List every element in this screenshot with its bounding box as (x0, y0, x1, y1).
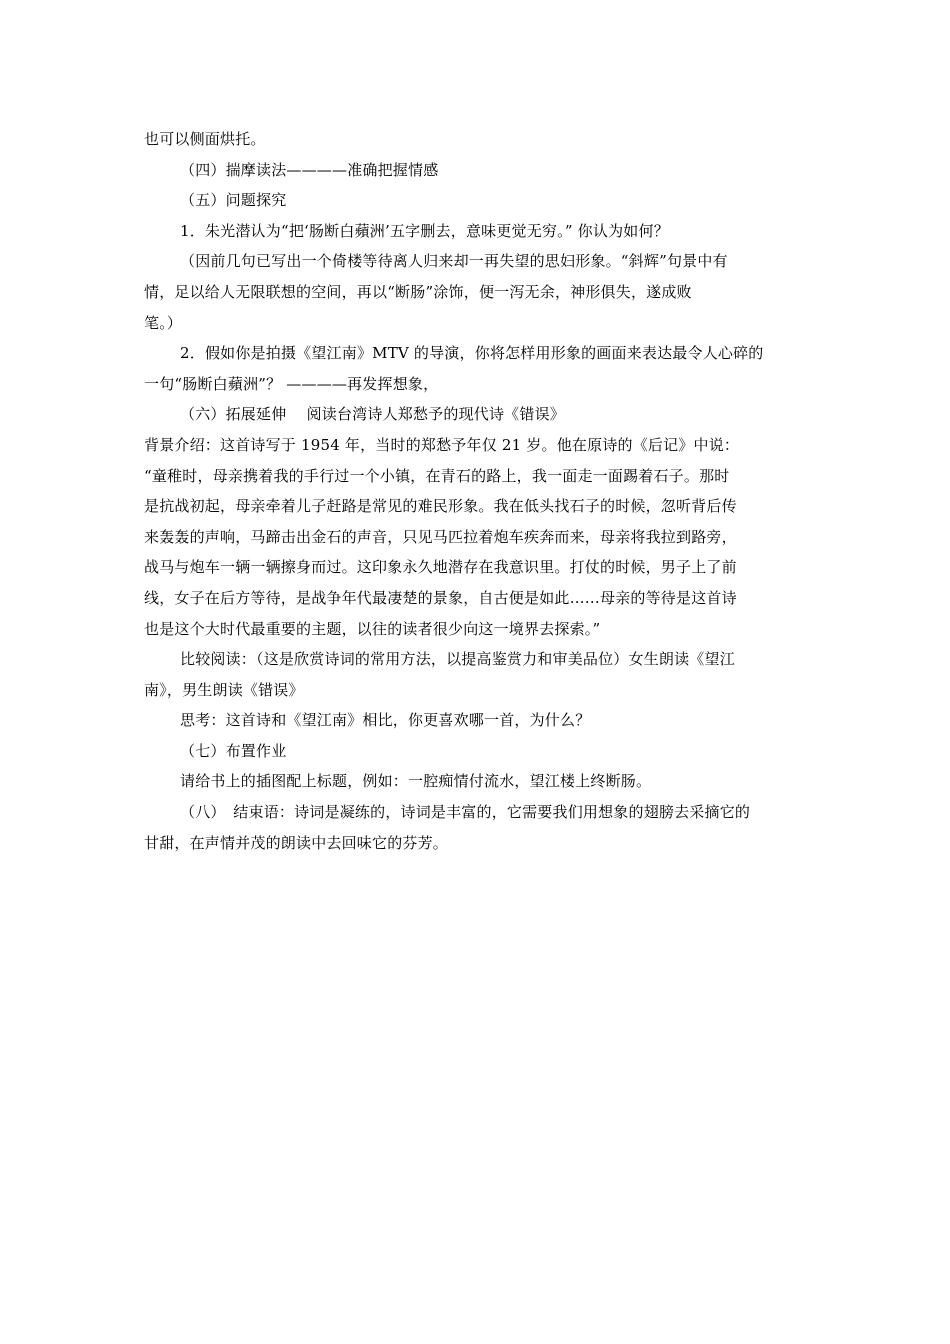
text-line: 甘甜，在声情并茂的朗读中去回味它的芬芳。 (144, 833, 449, 852)
text-line: 南》，男生朗读《错误》 (144, 680, 304, 699)
text-line: “童稚时，母亲携着我的手行过一个小镇，在青石的路上，我一面走一面踢着石子。那时 (144, 466, 730, 485)
text-line: 也是这个大时代最重要的主题，以往的读者很少向这一境界去探索。” (144, 619, 601, 638)
text-line: 1．朱光潜认为“把‘肠断白蘋洲’五字删去，意味更觉无穷。” 你认为如何？ (180, 221, 669, 240)
section-heading: （五）问题探究 (180, 191, 287, 210)
section-heading: （八） 结束语：诗词是凝练的，诗词是丰富的，它需要我们用想象的翅膀去采摘它的 (180, 803, 751, 822)
text-line: 战马与炮车一辆一辆擦身而过。这印象永久地潜存在我意识里。打仗的时候，男子上了前 (144, 558, 737, 577)
document-body (144, 124, 816, 858)
text-line: （因前几句已写出一个倚楼等待离人归来却一再失望的思妇形象。“斜辉”句景中有 (180, 252, 728, 271)
text-line: 一句“肠断白蘋洲”？ ————再发挥想象， (144, 374, 439, 393)
text-line: 2．假如你是拍摄《望江南》MTV 的导演，你将怎样用形象的画面来表达最令人心碎的 (180, 344, 764, 363)
text-line: 也可以侧面烘托。 (144, 130, 266, 148)
section-heading: （七）布置作业 (180, 741, 287, 760)
text-line: 是抗战初起，母亲牵着儿子赶路是常见的难民形象。我在低头找石子的时候，忽听背后传 (144, 497, 737, 516)
section-heading: （四）揣摩读法————准确把握情感 (180, 160, 439, 179)
text-line: 来轰轰的声响，马蹄击出金石的声音，只见马匹拉着炮车疾奔而来，母亲将我拉到路旁， (144, 527, 737, 546)
text-line: 线，女子在后方等待，是战争年代最凄楚的景象，自古便是如此……母亲的等待是这首诗 (144, 588, 737, 607)
text-line: 笔。） (144, 313, 183, 332)
text-line: 比较阅读：（这是欣赏诗词的常用方法，以提高鉴赏力和审美品位）女生朗读《望江 (180, 650, 735, 669)
text-line: 思考：这首诗和《望江南》相比，你更喜欢哪一首，为什么？ (180, 711, 591, 730)
text-line: 请给书上的插图配上标题，例如：一腔痴情付流水，望江楼上终断肠。 (180, 772, 652, 791)
text-line: 情，足以给人无限联想的空间，再以“断肠”涂饰，便一泻无余，神形俱失，遂成败 (144, 282, 692, 301)
text-line: 背景介绍：这首诗写于 1954 年，当时的郑愁予年仅 21 岁。他在原诗的《后记》中说： (144, 435, 740, 454)
section-heading: （六）拓展延伸 阅读台湾诗人郑愁予的现代诗《错误》 (180, 405, 565, 424)
